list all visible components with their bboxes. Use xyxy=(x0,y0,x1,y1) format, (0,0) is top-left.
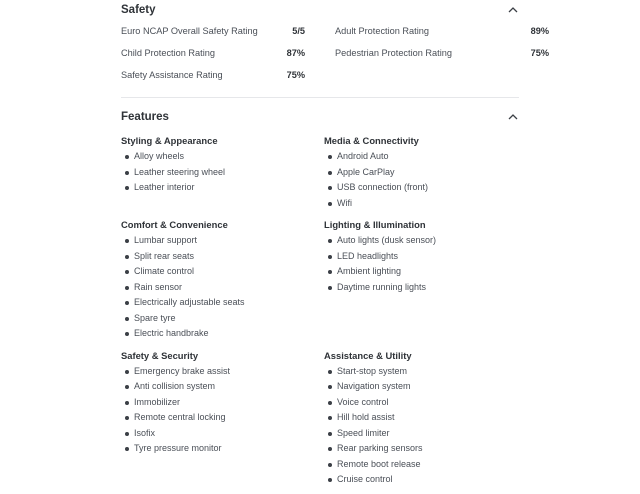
bullet-icon xyxy=(125,416,129,420)
list-item xyxy=(121,410,324,426)
bullet-icon xyxy=(328,401,332,405)
feature-item: Daytime running lights xyxy=(337,281,427,292)
feature-list xyxy=(324,149,519,211)
list-item xyxy=(324,196,519,212)
safety-ratings xyxy=(121,20,549,86)
feature-item: Navigation system xyxy=(337,381,411,391)
bullet-icon xyxy=(328,385,332,389)
rating-label: Child Protection Rating xyxy=(121,48,215,58)
feature-group-comfort xyxy=(121,217,324,342)
feature-item: Climate control xyxy=(134,266,195,276)
list-item xyxy=(324,149,519,165)
rating-label: Pedestrian Protection Rating xyxy=(335,48,452,58)
feature-item: Apple CarPlay xyxy=(337,166,395,177)
feature-item: Ambient lighting xyxy=(337,266,402,276)
bullet-icon xyxy=(328,286,332,290)
feature-list xyxy=(324,233,519,295)
list-item xyxy=(324,233,519,249)
feature-item: Electrically adjustable seats xyxy=(134,297,245,307)
feature-list xyxy=(324,364,519,488)
bullet-icon xyxy=(125,385,129,389)
rating-label: Euro NCAP Overall Safety Rating xyxy=(121,26,258,36)
bullet-icon xyxy=(328,171,332,175)
list-item xyxy=(324,441,519,457)
bullet-icon xyxy=(328,202,332,206)
rating-value: 89% xyxy=(530,26,549,36)
bullet-icon xyxy=(125,401,129,405)
list-item xyxy=(324,364,519,380)
list-item xyxy=(121,295,324,311)
list-item xyxy=(324,457,519,473)
bullet-icon xyxy=(328,270,332,274)
bullet-icon xyxy=(125,332,129,336)
feature-item: Remote boot release xyxy=(337,458,421,469)
list-item xyxy=(324,426,519,442)
feature-item: Alloy wheels xyxy=(134,151,185,161)
feature-list xyxy=(121,233,324,342)
list-item xyxy=(324,379,519,395)
list-item xyxy=(324,180,519,196)
feature-item: Remote central locking xyxy=(134,412,226,422)
chevron-up-icon[interactable] xyxy=(507,111,519,123)
safety-section-title: Safety xyxy=(121,4,156,16)
list-item xyxy=(121,180,324,196)
bullet-icon xyxy=(125,186,129,190)
bullet-icon xyxy=(125,317,129,321)
bullet-icon xyxy=(125,255,129,259)
feature-group-title: Assistance & Utility xyxy=(324,349,412,361)
rating-label: Safety Assistance Rating xyxy=(121,70,223,80)
rating-row xyxy=(121,64,305,86)
section-divider xyxy=(121,97,519,98)
feature-group-lighting xyxy=(324,217,519,342)
chevron-up-icon[interactable] xyxy=(507,4,519,16)
feature-item: Speed limiter xyxy=(337,427,390,438)
list-item xyxy=(121,364,324,380)
list-item xyxy=(121,149,324,165)
rating-value: 75% xyxy=(530,48,549,58)
bullet-icon xyxy=(125,301,129,305)
bullet-icon xyxy=(125,155,129,159)
list-item xyxy=(121,165,324,181)
bullet-icon xyxy=(328,463,332,467)
feature-group-assistance xyxy=(324,348,519,488)
list-item xyxy=(121,426,324,442)
bullet-icon xyxy=(328,416,332,420)
bullet-icon xyxy=(125,270,129,274)
rating-row xyxy=(335,42,549,64)
rating-row xyxy=(121,42,305,64)
feature-item: Hill hold assist xyxy=(337,412,395,422)
feature-group-media xyxy=(324,133,519,211)
rating-value: 5/5 xyxy=(292,26,305,36)
feature-group-title: Safety & Security xyxy=(121,349,199,361)
list-item xyxy=(324,410,519,426)
bullet-icon xyxy=(125,239,129,243)
feature-item: Wifi xyxy=(337,197,352,208)
feature-item: Leather steering wheel xyxy=(134,166,226,177)
feature-item: Anti collision system xyxy=(134,381,216,391)
list-item xyxy=(324,395,519,411)
feature-item: Immobilizer xyxy=(134,396,181,407)
feature-group-safety-security xyxy=(121,348,324,488)
bullet-icon xyxy=(125,286,129,290)
feature-item: Start-stop system xyxy=(337,365,408,376)
feature-item: Electric handbrake xyxy=(134,328,209,338)
bullet-icon xyxy=(125,171,129,175)
feature-item: Lumbar support xyxy=(134,235,198,245)
feature-item: Voice control xyxy=(337,396,389,407)
rating-value: 87% xyxy=(286,48,305,58)
list-item xyxy=(121,379,324,395)
bullet-icon xyxy=(328,478,332,482)
safety-section-header[interactable] xyxy=(121,0,519,20)
list-item xyxy=(121,441,324,457)
list-item xyxy=(121,280,324,296)
list-item xyxy=(121,311,324,327)
feature-item: Emergency brake assist xyxy=(134,365,231,376)
feature-item: Android Auto xyxy=(337,151,389,161)
feature-item: USB connection (front) xyxy=(337,182,429,192)
list-item xyxy=(324,165,519,181)
list-item xyxy=(121,249,324,265)
rating-label: Adult Protection Rating xyxy=(335,26,429,36)
feature-item: Rear parking sensors xyxy=(337,443,423,453)
list-item xyxy=(121,264,324,280)
feature-group-title: Lighting & Illumination xyxy=(324,219,426,230)
list-item xyxy=(324,280,519,296)
feature-item: Spare tyre xyxy=(134,312,176,323)
feature-item: Split rear seats xyxy=(134,250,195,261)
list-item xyxy=(324,249,519,265)
feature-group-styling xyxy=(121,133,324,211)
feature-list xyxy=(121,149,324,196)
feature-item: LED headlights xyxy=(337,250,399,261)
feature-item: Leather interior xyxy=(134,182,195,192)
feature-item: Cruise control xyxy=(337,474,393,484)
vehicle-details xyxy=(121,0,549,494)
bullet-icon xyxy=(125,370,129,374)
features-section-header[interactable] xyxy=(121,107,519,127)
feature-group-title: Media & Connectivity xyxy=(324,135,419,146)
feature-item: Auto lights (dusk sensor) xyxy=(337,235,437,245)
bullet-icon xyxy=(328,370,332,374)
features-grid xyxy=(121,133,519,494)
feature-item: Rain sensor xyxy=(134,281,183,292)
bullet-icon xyxy=(125,447,129,451)
bullet-icon xyxy=(125,432,129,436)
feature-group-title: Comfort & Convenience xyxy=(121,219,228,230)
features-section-title: Features xyxy=(121,111,169,123)
rating-value: 75% xyxy=(286,70,305,80)
list-item xyxy=(324,264,519,280)
bullet-icon xyxy=(328,239,332,243)
feature-item: Isofix xyxy=(134,427,156,438)
list-item xyxy=(121,233,324,249)
bullet-icon xyxy=(328,186,332,190)
feature-group-title: Styling & Appearance xyxy=(121,135,218,146)
feature-item: Tyre pressure monitor xyxy=(134,443,222,453)
rating-row xyxy=(335,20,549,42)
rating-row xyxy=(121,20,305,42)
feature-list xyxy=(121,364,324,457)
list-item xyxy=(121,326,324,342)
bullet-icon xyxy=(328,255,332,259)
bullet-icon xyxy=(328,447,332,451)
bullet-icon xyxy=(328,432,332,436)
bullet-icon xyxy=(328,155,332,159)
list-item xyxy=(121,395,324,411)
